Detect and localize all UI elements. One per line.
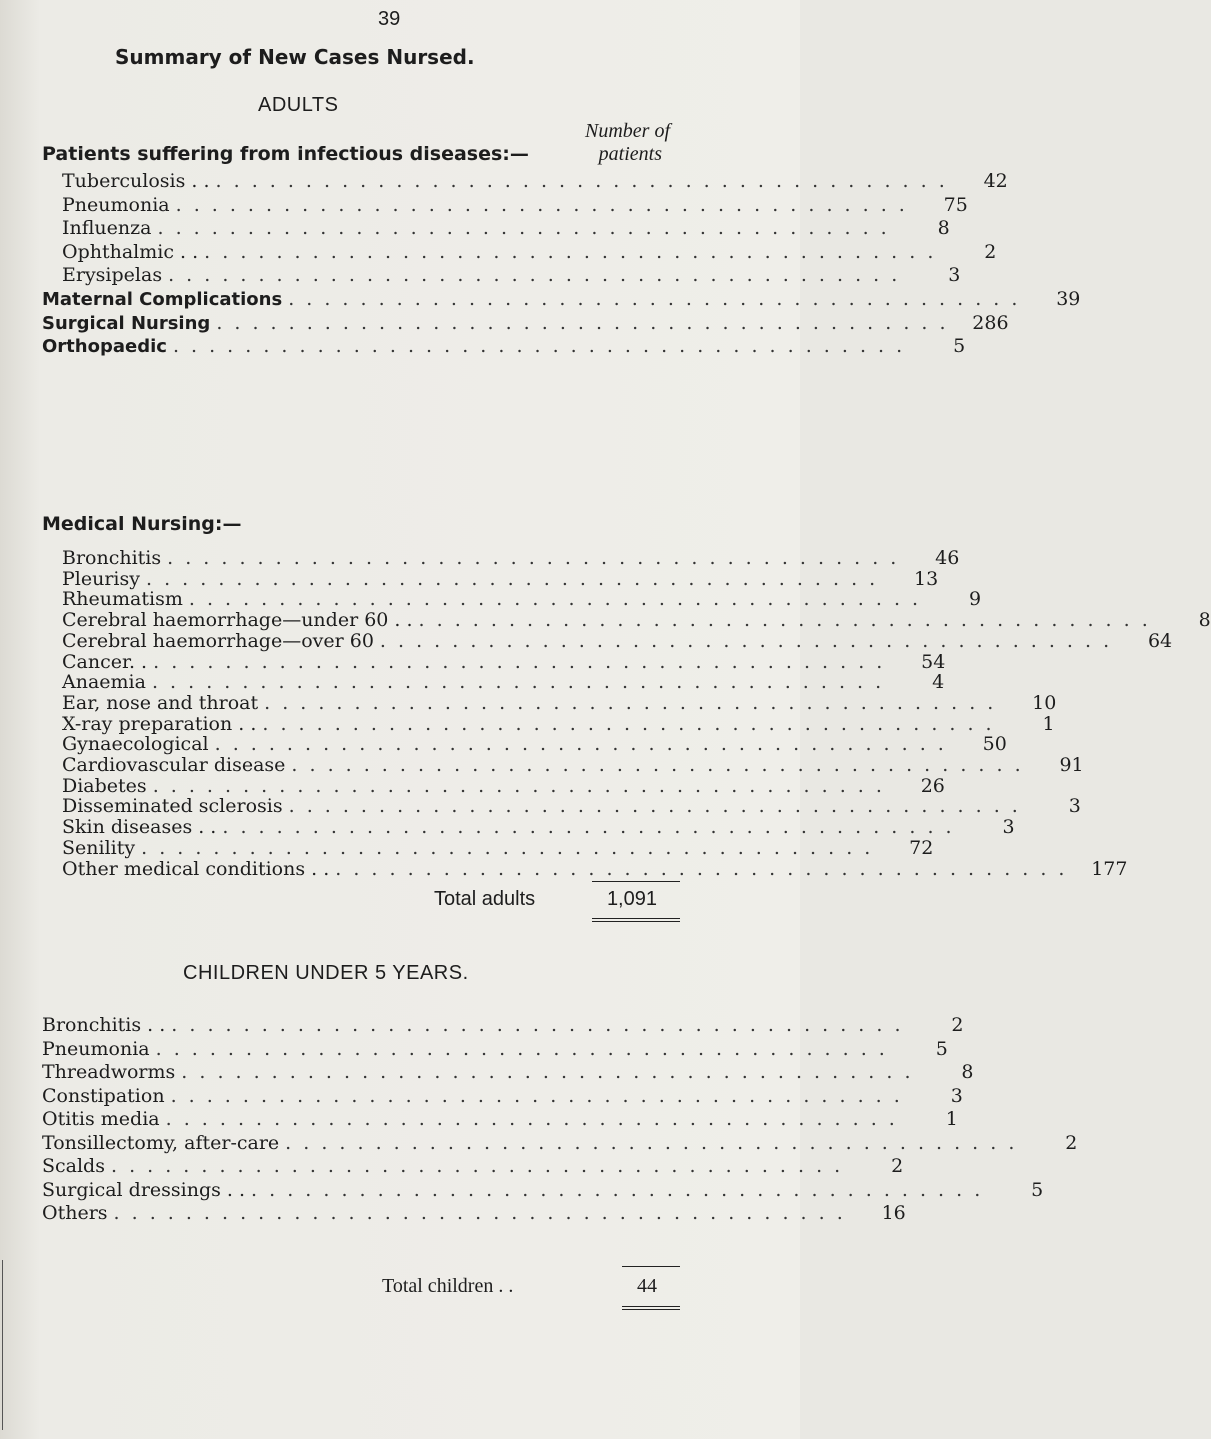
table-row (42, 1202, 906, 1226)
row-value: 91 (1059, 754, 1084, 776)
children-heading: CHILDREN UNDER 5 YEARS. (183, 962, 469, 984)
row-label: Ear, nose and throat (62, 691, 259, 714)
dot-leader: . . . . . . . . . . . . . . . . . . . . . . . . . . . . . . . . . . . . . . . . . (418, 609, 1151, 632)
table-row (42, 1108, 958, 1132)
row-label: Tuberculosis . . (62, 170, 210, 192)
dot-leader: . . . . . . . . . . . . . . . . . . . . . . . . . . . . . . . . . . . . . . . . . (155, 1037, 888, 1060)
row-label: Bronchitis (62, 547, 162, 569)
row-label: Anaemia (62, 671, 146, 694)
dot-leader: . . . . . . . . . . . . . . . . . . . . . . . . . . . . . . . . . . . . . . . . . (188, 588, 922, 611)
row-label: Disseminated sclerosis (62, 795, 283, 818)
dot-leader: . . . . . . . . . . . . . . . . . . . . . . . . . . . . . . . . . . . . . . . . . (172, 335, 906, 357)
row-value: 1 (1042, 712, 1055, 735)
table-row (62, 217, 950, 241)
dot-leader: . . . . . . . . . . . . . . . . . . . . . . . . . . . . . . . . . . . . . . . . . (141, 836, 874, 859)
row-value: 9 (968, 588, 982, 611)
page-number: 39 (378, 8, 401, 30)
table-row (42, 1037, 948, 1062)
row-label: Rheumatism (62, 588, 183, 611)
dot-leader: . . . . . . . . . . . . . . . . . . . . . . . . . . . . . . . . . . . . . . . . . (262, 712, 995, 735)
row-value: 10 (1032, 691, 1057, 714)
dot-leader: . . . . . . . . . . . . . . . . . . . . . . . . . . . . . . . . . . . . . . . . . (264, 691, 997, 714)
row-label: Erysipelas (62, 264, 163, 286)
table-row (42, 1084, 963, 1109)
row-value: 8 (937, 217, 950, 239)
medical-heading: Medical Nursing:— (42, 513, 242, 535)
row-value: 16 (881, 1202, 906, 1224)
dot-leader: . . . . . . . . . . . . . . . . . . . . . . . . . . . . . . . . . . . . . . . . . (222, 816, 955, 839)
dot-leader: . . . . . . . . . . . . . . . . . . . . . . . . . . . . . . . . . . . . . . . . . (113, 1202, 846, 1224)
row-value: 2 (984, 240, 997, 263)
table-row (42, 1131, 1078, 1156)
row-value: 5 (935, 1037, 948, 1060)
table-row (62, 240, 997, 265)
dot-leader: . . . . . . . . . . . . . . . . . . . . . . . . . . . . . . . . . . . . . . . . . (153, 650, 886, 673)
children-subtotal-rule (622, 1266, 680, 1267)
dot-leader: . . . . . . . . . . . . . . . . . . . . . . . . . . . . . . . . . . . . . . . . . (171, 1014, 904, 1036)
row-label: Cerebral haemorrhage—under 60 . . (62, 609, 413, 632)
dot-leader: . . . . . . . . . . . . . . . . . . . . . . . . . . . . . . . . . . . . . . . . . (288, 795, 1021, 818)
dot-leader: . . . . . . . . . . . . . . . . . . . . . . . . . . . . . . . . . . . . . . . . . (288, 288, 1021, 310)
dot-leader: . . . . . . . . . . . . . . . . . . . . . . . . . . . . . . . . . . . . . . . . . (175, 193, 908, 216)
dot-leader: . . . . . . . . . . . . . . . . . . . . . . . . . . . . . . . . . . . . . . . . . (146, 567, 879, 590)
row-label: Skin diseases . . (62, 816, 217, 839)
dot-leader: . . . . . . . . . . . . . . . . . . . . . . . . . . . . . . . . . . . . . . . . . (215, 170, 948, 192)
row-label: Gynaecological (62, 733, 209, 756)
row-value: 8 (1198, 609, 1211, 632)
table-row (62, 170, 1008, 194)
dot-leader: . . . . . . . . . . . . . . . . . . . . . . . . . . . . . . . . . . . . . . . . . (291, 754, 1024, 776)
row-value: 3 (948, 264, 961, 286)
dot-leader: . . . . . . . . . . . . . . . . . . . . . . . . . . . . . . . . . . . . . . . . . (335, 857, 1068, 880)
row-value: 72 (909, 836, 934, 859)
dot-leader: . . . . . . . . . . . . . . . . . . . . . . . . . . . . . . . . . . . . . . . . . (151, 671, 885, 694)
row-value: 2 (951, 1014, 964, 1036)
row-value: 1 (945, 1108, 958, 1130)
row-value: 177 (1091, 857, 1128, 880)
row-value: 39 (1056, 288, 1081, 310)
row-value: 2 (891, 1155, 904, 1177)
row-value: 46 (935, 547, 960, 569)
page-edge-shadow (2, 1260, 3, 1430)
row-label: Surgical dressings . . (42, 1178, 246, 1201)
row-label: Constipation (42, 1084, 165, 1107)
row-label: Diabetes (62, 774, 147, 797)
adults-heading: ADULTS (258, 94, 339, 116)
total-adults-label: Total adults (434, 888, 536, 910)
row-label: Cerebral haemorrhage—over 60 (62, 629, 374, 652)
row-label: Pneumonia (62, 193, 170, 216)
dot-leader: . . . . . . . . . . . . . . . . . . . . . . . . . . . . . . . . . . . . . . . . . (216, 311, 949, 334)
row-label: Others (42, 1202, 108, 1224)
table-row (62, 857, 1128, 882)
dot-leader: . . . . . . . . . . . . . . . . . . . . . . . . . . . . . . . . . . . . . . . . . (157, 217, 890, 239)
row-label: Otitis media (42, 1108, 160, 1130)
total-children-value: 44 (637, 1275, 657, 1297)
row-label: Ophthalmic . . (62, 240, 199, 263)
dot-leader: . . . . . . . . . . . . . . . . . . . . . . . . . . . . . . . . . . . . . . . . . (165, 1108, 898, 1130)
children-double-rule-top (622, 1306, 680, 1307)
row-label: Cancer. . (62, 650, 148, 673)
row-label: Senility (62, 836, 136, 859)
row-value: 75 (943, 193, 968, 216)
total-children-label: Total children . . (382, 1275, 514, 1297)
total-adults-value: 1,091 (606, 888, 657, 910)
table-row (42, 311, 1009, 336)
row-label: Bronchitis . . (42, 1014, 166, 1036)
table-row (42, 1061, 974, 1085)
dot-leader: . . . . . . . . . . . . . . . . . . . . . . . . . . . . . . . . . . . . . . . . . (167, 547, 900, 569)
row-value: 64 (1147, 629, 1173, 652)
dot-leader: . . . . . . . . . . . . . . . . . . . . . . . . . . . . . . . . . . . . . . . . . (204, 240, 937, 263)
dot-leader: . . . . . . . . . . . . . . . . . . . . . . . . . . . . . . . . . . . . . . . . . (379, 629, 1113, 652)
table-row (62, 193, 968, 218)
dot-leader: . . . . . . . . . . . . . . . . . . . . . . . . . . . . . . . . . . . . . . . . . (152, 774, 885, 797)
dot-leader: . . . . . . . . . . . . . . . . . . . . . . . . . . . . . . . . . . . . . . . . . (110, 1155, 844, 1177)
page-title: Summary of New Cases Nursed. (115, 45, 475, 69)
row-label: Other medical conditions . . (62, 857, 330, 880)
row-value: 13 (914, 567, 939, 590)
dot-leader: . . . . . . . . . . . . . . . . . . . . . . . . . . . . . . . . . . . . . . . . . (168, 264, 901, 286)
row-value: 26 (920, 774, 945, 797)
dot-leader: . . . . . . . . . . . . . . . . . . . . . . . . . . . . . . . . . . . . . . . . . (181, 1061, 914, 1083)
table-row (42, 288, 1081, 312)
row-label: Threadworms (42, 1061, 176, 1083)
row-label: Scalds (42, 1155, 105, 1177)
dot-leader: . . . . . . . . . . . . . . . . . . . . . . . . . . . . . . . . . . . . . . . . . (285, 1131, 1018, 1154)
row-value: 2 (1065, 1131, 1078, 1154)
row-label: Orthopaedic (42, 336, 167, 357)
row-label: Pleurisy (62, 567, 140, 590)
infectious-heading: Patients suffering from infectious diseases:— (42, 143, 529, 165)
row-value: 5 (953, 335, 966, 357)
table-row (42, 1014, 964, 1038)
row-label: Pneumonia (42, 1037, 150, 1060)
dot-leader: . . . . . . . . . . . . . . . . . . . . . . . . . . . . . . . . . . . . . . . . . (170, 1084, 903, 1107)
subtotal-rule (592, 881, 680, 882)
row-value: 286 (972, 311, 1009, 334)
row-value: 4 (932, 671, 945, 694)
total-double-rule-bottom (592, 921, 680, 922)
row-label: X-ray preparation . . (62, 712, 257, 735)
row-label: Maternal Complications (42, 289, 283, 310)
row-value: 3 (1068, 795, 1081, 818)
row-value: 50 (982, 733, 1007, 756)
row-value: 8 (961, 1061, 974, 1083)
row-label: Tonsillectomy, after-care (42, 1131, 280, 1154)
row-label: Influenza (62, 217, 152, 239)
dot-leader: . . . . . . . . . . . . . . . . . . . . . . . . . . . . . . . . . . . . . . . . . (251, 1178, 984, 1201)
row-value: 54 (921, 650, 946, 673)
table-row (62, 264, 961, 288)
table-row (42, 1155, 904, 1179)
column-header-line2: patients (598, 143, 662, 165)
table-row (42, 335, 966, 359)
row-value: 5 (1031, 1178, 1044, 1201)
row-label: Surgical Nursing (42, 312, 211, 334)
row-value: 3 (1002, 816, 1015, 839)
children-double-rule-bottom (622, 1309, 680, 1310)
column-header-line1: Number of (585, 120, 670, 142)
row-value: 42 (983, 170, 1008, 192)
dot-leader: . . . . . . . . . . . . . . . . . . . . . . . . . . . . . . . . . . . . . . . . . (214, 733, 947, 756)
row-value: 3 (950, 1084, 963, 1107)
total-double-rule-top (592, 918, 680, 919)
row-label: Cardiovascular disease (62, 754, 286, 776)
table-row (42, 1178, 1044, 1203)
